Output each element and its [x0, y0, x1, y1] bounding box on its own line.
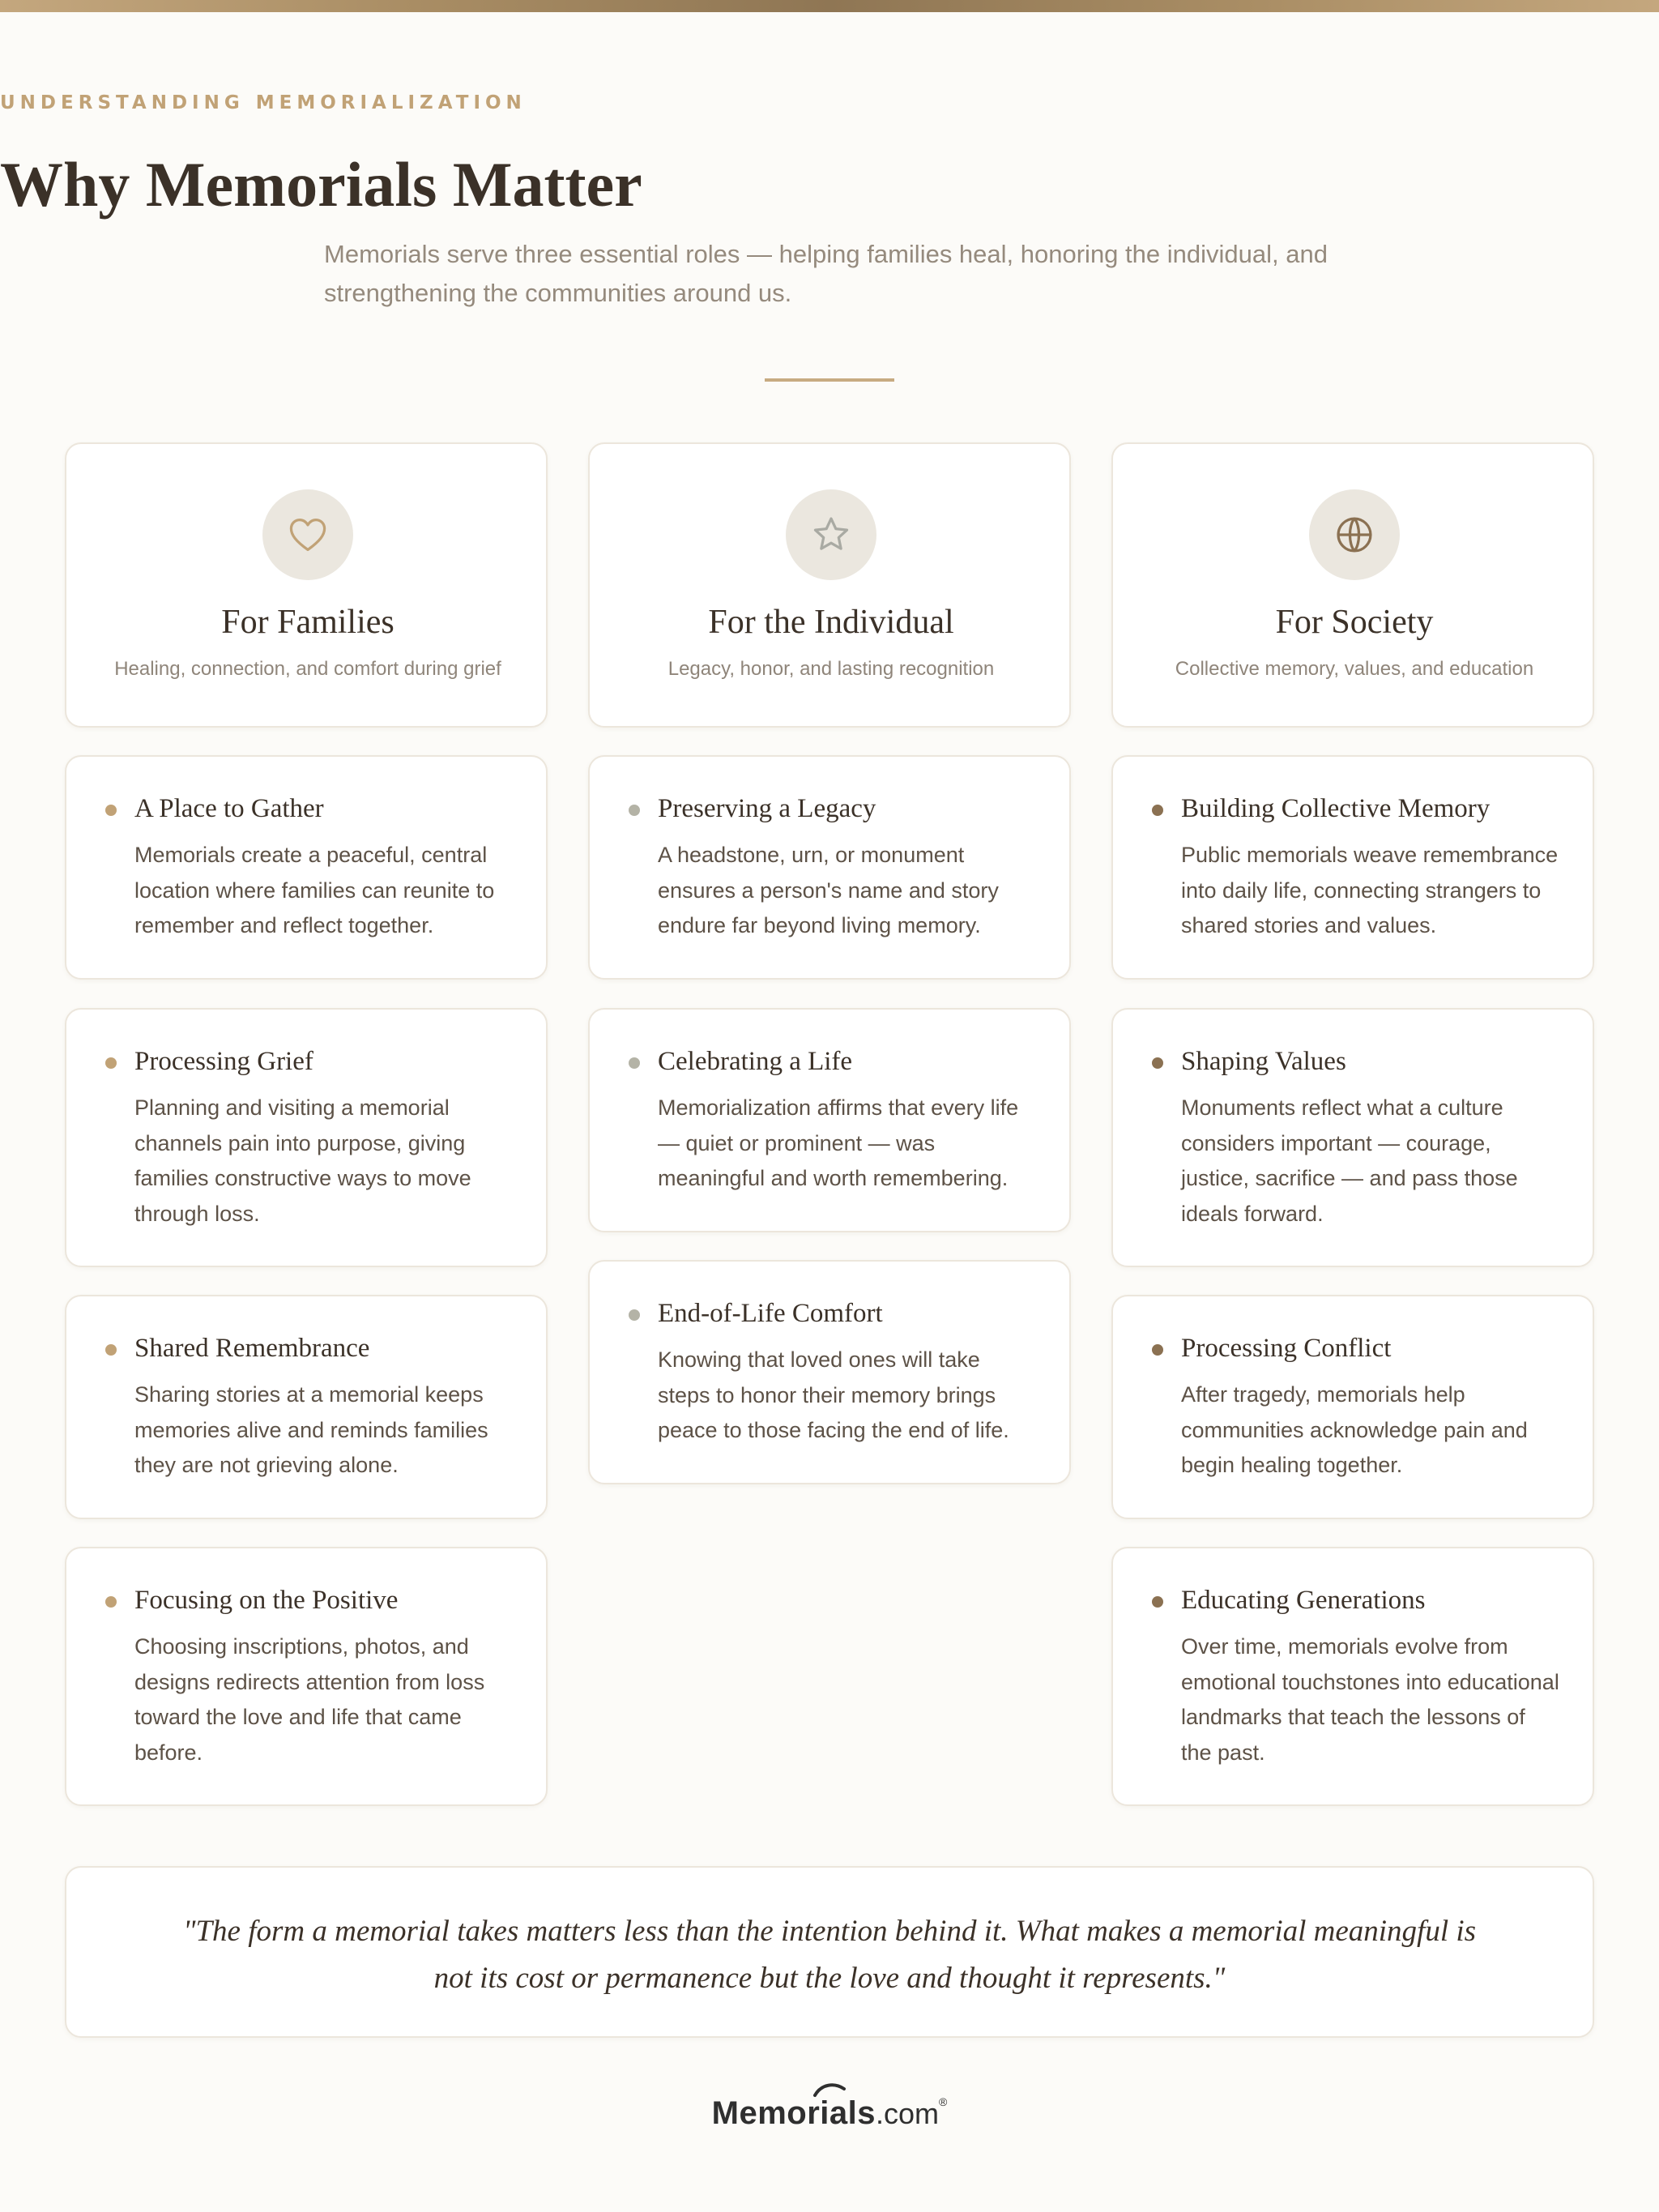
quote-card — [65, 1866, 1594, 2038]
item-body: Knowing that loved ones will take steps to honor their memory brings peace to those facing the end of life. — [658, 1347, 1009, 1442]
item-title: Educating Generations — [1181, 1586, 1426, 1615]
bullet-dot — [629, 1057, 640, 1069]
column-header-individual — [588, 442, 1071, 728]
item-card — [1111, 1547, 1594, 1806]
heart-icon — [262, 489, 353, 580]
item-body: Choosing inscriptions, photos, and designs redirects attention from loss toward the love and life that came before. — [134, 1634, 485, 1765]
logo-registered-mark: ® — [939, 2095, 948, 2108]
header-divider — [765, 378, 894, 382]
item-title: Shared Remembrance — [134, 1334, 370, 1363]
item-card — [588, 1260, 1071, 1484]
item-card — [588, 755, 1071, 980]
quote-text: "The form a memorial takes matters less than the intention behind it. What makes a memorial meaningful is not its cost or permanence but the love and thought it represents." — [182, 1915, 1477, 1995]
bullet-dot — [105, 1344, 117, 1356]
item-body: Monuments reflect what a culture considers important — courage, justice, sacrifice — and pass those ideals forward. — [1181, 1095, 1518, 1226]
item-body: Memorials create a peaceful, central location where families can reunite to remember and reflect together. — [134, 843, 495, 937]
page-title: Why Memorials Matter — [0, 149, 642, 220]
column-title: For Society — [1275, 604, 1434, 641]
column-subtitle: Healing, connection, and comfort during grief — [114, 658, 501, 680]
bullet-dot — [105, 805, 117, 816]
bullet-dot — [1152, 1057, 1163, 1069]
item-body: Sharing stories at a memorial keeps memories alive and reminds families they are not grieving alone. — [134, 1382, 488, 1477]
item-body: Over time, memorials evolve from emotional touchstones into educational landmarks that teach the lessons of the past. — [1181, 1634, 1559, 1765]
item-card — [1111, 1295, 1594, 1519]
bullet-dot — [629, 805, 640, 816]
item-card — [1111, 755, 1594, 980]
bullet-dot — [105, 1057, 117, 1069]
column-header-families — [65, 442, 548, 728]
bullet-dot — [1152, 1344, 1163, 1356]
brand-logo[interactable] — [0, 2095, 1659, 2132]
star-icon — [786, 489, 876, 580]
page-subtitle: Memorials serve three essential roles — helping families heal, honoring the individual, and strengthening the communities around us. — [324, 240, 1328, 307]
bullet-dot — [1152, 805, 1163, 816]
eyebrow-label: UNDERSTANDING MEMORIALIZATION — [0, 92, 527, 113]
item-body: Public memorials weave remembrance into daily life, connecting strangers to shared stories and values. — [1181, 843, 1559, 937]
item-card — [65, 1295, 548, 1519]
item-card — [588, 1008, 1071, 1232]
logo-tld: .com — [876, 2097, 940, 2130]
item-body: A headstone, urn, or monument ensures a person's name and story endure far beyond living memory. — [658, 843, 999, 937]
column-title: For Families — [221, 604, 394, 641]
item-body: Memorialization affirms that every life — quiet or prominent — was meaningful and worth remembering. — [658, 1095, 1019, 1190]
bullet-dot — [629, 1309, 640, 1321]
item-title: Processing Conflict — [1181, 1334, 1392, 1363]
top-accent-bar — [0, 0, 1659, 12]
item-title: Focusing on the Positive — [134, 1586, 399, 1615]
column-header-society — [1111, 442, 1594, 728]
bullet-dot — [105, 1596, 117, 1608]
item-title: Processing Grief — [134, 1047, 313, 1076]
column-subtitle: Legacy, honor, and lasting recognition — [667, 658, 995, 680]
item-card — [65, 1547, 548, 1806]
item-title: Preserving a Legacy — [658, 794, 876, 823]
logo-arc-icon — [813, 2081, 846, 2099]
bullet-dot — [1152, 1596, 1163, 1608]
item-card — [1111, 1008, 1594, 1267]
item-title: Celebrating a Life — [658, 1047, 853, 1076]
column-title: For the Individual — [708, 604, 954, 641]
item-body: After tragedy, memorials help communities acknowledge pain and begin healing together. — [1181, 1382, 1528, 1477]
item-title: Building Collective Memory — [1181, 794, 1491, 823]
item-title: End-of-Life Comfort — [658, 1299, 883, 1328]
item-title: Shaping Values — [1181, 1047, 1346, 1076]
logo-wordmark: Memorials — [711, 2095, 876, 2131]
item-card — [65, 755, 548, 980]
item-card — [65, 1008, 548, 1267]
item-title: A Place to Gather — [134, 794, 324, 823]
column-subtitle: Collective memory, values, and education — [1175, 658, 1534, 680]
item-body: Planning and visiting a memorial channels pain into purpose, giving families constructive ways to move through loss. — [134, 1095, 471, 1226]
globe-icon — [1309, 489, 1400, 580]
